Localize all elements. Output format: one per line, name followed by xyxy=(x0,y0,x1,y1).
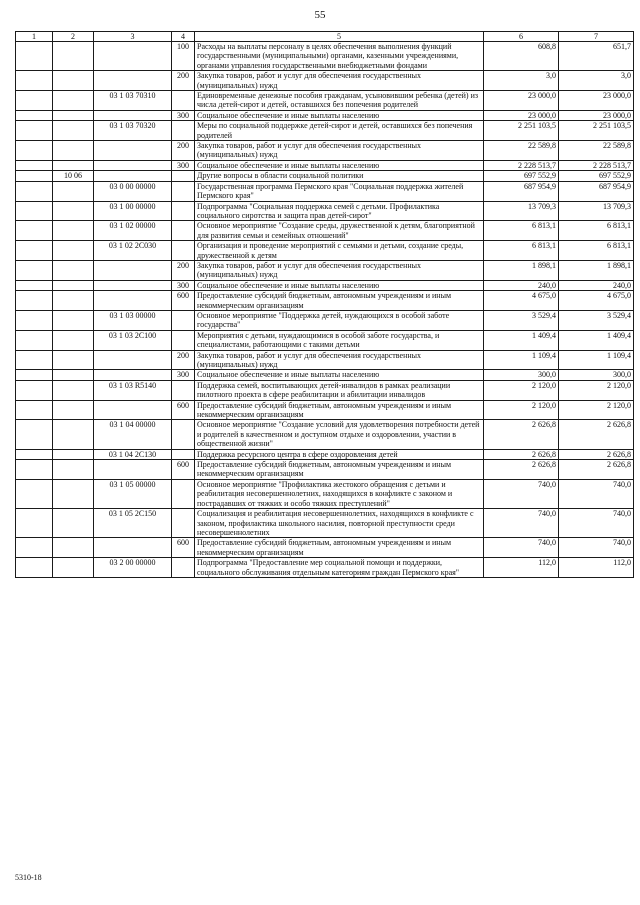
expense-type-cell xyxy=(172,558,195,578)
amount-col7-cell: 240,0 xyxy=(559,280,634,290)
target-article-cell xyxy=(94,460,172,480)
table-row xyxy=(16,42,634,71)
amount-col7-cell: 2 120,0 xyxy=(559,400,634,420)
column-1-cell xyxy=(16,370,53,380)
amount-col6-cell: 23 000,0 xyxy=(484,110,559,120)
expense-type-cell xyxy=(172,420,195,449)
column-1-cell xyxy=(16,558,53,578)
column-1-cell xyxy=(16,260,53,280)
expense-type-cell xyxy=(172,380,195,400)
column-1-cell xyxy=(16,141,53,161)
expense-type-cell xyxy=(172,181,195,201)
target-article-cell xyxy=(94,370,172,380)
item-name-cell: Подпрограмма "Социальная поддержка семей с детьми. Профилактика социального сиротства и защита прав детей-сирот" xyxy=(195,201,484,221)
target-article-cell: 03 1 03 00000 xyxy=(94,310,172,330)
target-article-cell xyxy=(94,42,172,71)
amount-col6-cell: 23 000,0 xyxy=(484,91,559,111)
page-number: 55 xyxy=(314,9,326,21)
item-name-cell: Закупка товаров, работ и услуг для обеспечения государственных (муниципальных) нужд xyxy=(195,141,484,161)
table-row xyxy=(16,400,634,420)
amount-col6-cell: 1 409,4 xyxy=(484,330,559,350)
amount-col6-cell: 6 813,1 xyxy=(484,241,559,261)
expense-type-cell: 600 xyxy=(172,400,195,420)
amount-col7-cell: 23 000,0 xyxy=(559,91,634,111)
target-article-cell: 03 1 04 00000 xyxy=(94,420,172,449)
target-article-cell xyxy=(94,350,172,370)
amount-col7-cell: 2 228 513,7 xyxy=(559,160,634,170)
amount-col7-cell: 1 898,1 xyxy=(559,260,634,280)
amount-col6-cell: 2 626,8 xyxy=(484,420,559,449)
section-code-cell xyxy=(53,479,94,508)
section-code-cell xyxy=(53,350,94,370)
column-1-cell xyxy=(16,121,53,141)
amount-col7-cell: 651,7 xyxy=(559,42,634,71)
section-code-cell xyxy=(53,181,94,201)
section-code-cell xyxy=(53,460,94,480)
item-name-cell: Закупка товаров, работ и услуг для обеспечения государственных (муниципальных) нужд xyxy=(195,260,484,280)
table-row xyxy=(16,479,634,508)
amount-col6-cell: 4 675,0 xyxy=(484,291,559,311)
target-article-cell: 03 1 05 00000 xyxy=(94,479,172,508)
target-article-cell xyxy=(94,141,172,161)
table-row xyxy=(16,310,634,330)
table-row xyxy=(16,350,634,370)
column-1-cell xyxy=(16,171,53,181)
amount-col7-cell: 300,0 xyxy=(559,370,634,380)
item-name-cell: Социализация и реабилитация несовершеннолетних, находящихся в конфликте с законом, профилактика школьного насилия, повторной преступности среди несовершеннолетних xyxy=(195,509,484,538)
table-row xyxy=(16,538,634,558)
amount-col6-cell: 2 251 103,5 xyxy=(484,121,559,141)
section-code-cell xyxy=(53,280,94,290)
table-row xyxy=(16,260,634,280)
column-1-cell xyxy=(16,330,53,350)
budget-table xyxy=(15,31,634,578)
amount-col7-cell: 6 813,1 xyxy=(559,241,634,261)
target-article-cell xyxy=(94,160,172,170)
amount-col6-cell: 2 228 513,7 xyxy=(484,160,559,170)
target-article-cell xyxy=(94,538,172,558)
amount-col6-cell: 240,0 xyxy=(484,280,559,290)
target-article-cell xyxy=(94,71,172,91)
amount-col6-cell: 6 813,1 xyxy=(484,221,559,241)
column-1-cell xyxy=(16,42,53,71)
item-name-cell: Социальное обеспечение и иные выплаты населению xyxy=(195,160,484,170)
item-name-cell: Государственная программа Пермского края "Социальная поддержка жителей Пермского края" xyxy=(195,181,484,201)
amount-col7-cell: 740,0 xyxy=(559,509,634,538)
section-code-cell xyxy=(53,558,94,578)
item-name-cell: Предоставление субсидий бюджетным, автономным учреждениям и иным некоммерческим организациям xyxy=(195,400,484,420)
amount-col6-cell: 2 626,8 xyxy=(484,460,559,480)
item-name-cell: Предоставление субсидий бюджетным, автономным учреждениям и иным некоммерческим организациям xyxy=(195,538,484,558)
amount-col7-cell: 2 120,0 xyxy=(559,380,634,400)
expense-type-cell: 600 xyxy=(172,538,195,558)
table-row xyxy=(16,160,634,170)
target-article-cell: 03 2 00 00000 xyxy=(94,558,172,578)
amount-col7-cell: 13 709,3 xyxy=(559,201,634,221)
amount-col6-cell: 2 626,8 xyxy=(484,449,559,459)
table-row xyxy=(16,330,634,350)
expense-type-cell: 200 xyxy=(172,350,195,370)
expense-type-cell xyxy=(172,201,195,221)
amount-col6-cell: 3 529,4 xyxy=(484,310,559,330)
expense-type-cell xyxy=(172,221,195,241)
amount-col6-cell: 13 709,3 xyxy=(484,201,559,221)
section-code-cell xyxy=(53,509,94,538)
amount-col6-cell: 740,0 xyxy=(484,538,559,558)
table-row xyxy=(16,91,634,111)
section-code-cell xyxy=(53,370,94,380)
section-code-cell xyxy=(53,241,94,261)
table-row xyxy=(16,460,634,480)
item-name-cell: Закупка товаров, работ и услуг для обеспечения государственных (муниципальных) нужд xyxy=(195,350,484,370)
document-code: 5310-18 xyxy=(15,873,42,882)
target-article-cell xyxy=(94,260,172,280)
amount-col7-cell: 740,0 xyxy=(559,538,634,558)
amount-col6-cell: 2 120,0 xyxy=(484,400,559,420)
amount-col7-cell: 2 251 103,5 xyxy=(559,121,634,141)
amount-col7-cell: 23 000,0 xyxy=(559,110,634,120)
section-code-cell xyxy=(53,400,94,420)
amount-col7-cell: 2 626,8 xyxy=(559,449,634,459)
item-name-cell: Мероприятия с детьми, нуждающимися в особой заботе государства, и специалистами, работающими с такими детьми xyxy=(195,330,484,350)
table-row xyxy=(16,121,634,141)
column-1-cell xyxy=(16,400,53,420)
expense-type-cell xyxy=(172,310,195,330)
section-code-cell xyxy=(53,538,94,558)
column-1-cell xyxy=(16,380,53,400)
header-cell: 7 xyxy=(559,32,634,42)
section-code-cell: 10 06 xyxy=(53,171,94,181)
column-1-cell xyxy=(16,71,53,91)
column-1-cell xyxy=(16,350,53,370)
column-1-cell xyxy=(16,460,53,480)
target-article-cell: 03 1 04 2С130 xyxy=(94,449,172,459)
expense-type-cell: 300 xyxy=(172,370,195,380)
section-code-cell xyxy=(53,449,94,459)
column-1-cell xyxy=(16,509,53,538)
target-article-cell xyxy=(94,291,172,311)
column-1-cell xyxy=(16,241,53,261)
table-row xyxy=(16,141,634,161)
expense-type-cell xyxy=(172,509,195,538)
amount-col7-cell: 740,0 xyxy=(559,479,634,508)
column-1-cell xyxy=(16,449,53,459)
column-1-cell xyxy=(16,221,53,241)
target-article-cell xyxy=(94,171,172,181)
target-article-cell: 03 1 02 2С030 xyxy=(94,241,172,261)
item-name-cell: Организация и проведение мероприятий с семьями и детьми, создание среды, дружественной к детям xyxy=(195,241,484,261)
header-cell: 4 xyxy=(172,32,195,42)
table-row xyxy=(16,558,634,578)
amount-col7-cell: 112,0 xyxy=(559,558,634,578)
amount-col6-cell: 697 552,9 xyxy=(484,171,559,181)
item-name-cell: Подпрограмма "Предоставление мер социальной помощи и поддержки, социального обслуживания отдельным категориям граждан Пермского края" xyxy=(195,558,484,578)
header-cell: 3 xyxy=(94,32,172,42)
amount-col6-cell: 22 589,8 xyxy=(484,141,559,161)
item-name-cell: Основное мероприятие "Создание условий для удовлетворения потребности детей и родителей в качественном и доступном отдыхе и оздоровлении, участии в общественной жизни" xyxy=(195,420,484,449)
table-row xyxy=(16,280,634,290)
table-row xyxy=(16,241,634,261)
amount-col6-cell: 687 954,9 xyxy=(484,181,559,201)
amount-col6-cell: 300,0 xyxy=(484,370,559,380)
amount-col7-cell: 2 626,8 xyxy=(559,460,634,480)
item-name-cell: Поддержка ресурсного центра в сфере оздоровления детей xyxy=(195,449,484,459)
table-row xyxy=(16,291,634,311)
section-code-cell xyxy=(53,160,94,170)
section-code-cell xyxy=(53,420,94,449)
item-name-cell: Меры по социальной поддержке детей-сирот и детей, оставшихся без попечения родителей xyxy=(195,121,484,141)
column-1-cell xyxy=(16,538,53,558)
header-cell: 6 xyxy=(484,32,559,42)
amount-col7-cell: 2 626,8 xyxy=(559,420,634,449)
item-name-cell: Поддержка семей, воспитывающих детей-инвалидов в рамках реализации пилотного проекта в сфере реабилитации и абилитации инвалидов xyxy=(195,380,484,400)
expense-type-cell: 200 xyxy=(172,71,195,91)
item-name-cell: Социальное обеспечение и иные выплаты населению xyxy=(195,370,484,380)
target-article-cell: 03 1 02 00000 xyxy=(94,221,172,241)
expense-type-cell: 200 xyxy=(172,141,195,161)
item-name-cell: Другие вопросы в области социальной политики xyxy=(195,171,484,181)
item-name-cell: Социальное обеспечение и иные выплаты населению xyxy=(195,110,484,120)
table-row xyxy=(16,221,634,241)
expense-type-cell xyxy=(172,479,195,508)
table-row xyxy=(16,181,634,201)
expense-type-cell: 200 xyxy=(172,260,195,280)
table-row xyxy=(16,509,634,538)
target-article-cell xyxy=(94,280,172,290)
target-article-cell: 03 1 05 2С150 xyxy=(94,509,172,538)
section-code-cell xyxy=(53,91,94,111)
amount-col6-cell: 112,0 xyxy=(484,558,559,578)
amount-col6-cell: 740,0 xyxy=(484,479,559,508)
amount-col7-cell: 1 109,4 xyxy=(559,350,634,370)
column-1-cell xyxy=(16,420,53,449)
item-name-cell: Социальное обеспечение и иные выплаты населению xyxy=(195,280,484,290)
expense-type-cell xyxy=(172,241,195,261)
amount-col6-cell: 3,0 xyxy=(484,71,559,91)
header-cell: 2 xyxy=(53,32,94,42)
item-name-cell: Единовременные денежные пособия гражданам, усыновившим ребенка (детей) из числа детей-сирот и детей, оставшихся без попечения родителей xyxy=(195,91,484,111)
column-1-cell xyxy=(16,201,53,221)
amount-col7-cell: 697 552,9 xyxy=(559,171,634,181)
table-row xyxy=(16,370,634,380)
item-name-cell: Основное мероприятие "Создание среды, дружественной к детям, благоприятной для развития семьи и семейных отношений" xyxy=(195,221,484,241)
amount-col6-cell: 1 898,1 xyxy=(484,260,559,280)
expense-type-cell: 300 xyxy=(172,160,195,170)
section-code-cell xyxy=(53,330,94,350)
expense-type-cell xyxy=(172,121,195,141)
column-1-cell xyxy=(16,479,53,508)
table-row xyxy=(16,110,634,120)
section-code-cell xyxy=(53,110,94,120)
table-row xyxy=(16,420,634,449)
amount-col7-cell: 3 529,4 xyxy=(559,310,634,330)
target-article-cell: 03 1 03 R5140 xyxy=(94,380,172,400)
section-code-cell xyxy=(53,380,94,400)
target-article-cell: 03 0 00 00000 xyxy=(94,181,172,201)
column-1-cell xyxy=(16,91,53,111)
section-code-cell xyxy=(53,221,94,241)
item-name-cell: Основное мероприятие "Поддержка детей, нуждающихся в особой заботе государства" xyxy=(195,310,484,330)
amount-col7-cell: 3,0 xyxy=(559,71,634,91)
expense-type-cell: 300 xyxy=(172,280,195,290)
target-article-cell xyxy=(94,400,172,420)
column-1-cell xyxy=(16,280,53,290)
section-code-cell xyxy=(53,260,94,280)
header-cell: 5 xyxy=(195,32,484,42)
section-code-cell xyxy=(53,310,94,330)
table-row xyxy=(16,201,634,221)
section-code-cell xyxy=(53,291,94,311)
target-article-cell: 03 1 03 70310 xyxy=(94,91,172,111)
section-code-cell xyxy=(53,121,94,141)
table-row xyxy=(16,449,634,459)
section-code-cell xyxy=(53,42,94,71)
header-row xyxy=(16,32,634,42)
table-row xyxy=(16,71,634,91)
amount-col6-cell: 608,8 xyxy=(484,42,559,71)
expense-type-cell: 600 xyxy=(172,291,195,311)
target-article-cell xyxy=(94,110,172,120)
column-1-cell xyxy=(16,291,53,311)
section-code-cell xyxy=(53,141,94,161)
expense-type-cell xyxy=(172,449,195,459)
header-cell: 1 xyxy=(16,32,53,42)
table-row xyxy=(16,171,634,181)
column-1-cell xyxy=(16,160,53,170)
expense-type-cell xyxy=(172,171,195,181)
item-name-cell: Расходы на выплаты персоналу в целях обеспечения выполнения функций государственными (муниципальными) органами, казенными учреждениями, органами управления государственными внебюджетными фондами xyxy=(195,42,484,71)
column-1-cell xyxy=(16,110,53,120)
amount-col7-cell: 687 954,9 xyxy=(559,181,634,201)
amount-col7-cell: 4 675,0 xyxy=(559,291,634,311)
amount-col7-cell: 1 409,4 xyxy=(559,330,634,350)
expense-type-cell: 600 xyxy=(172,460,195,480)
column-1-cell xyxy=(16,310,53,330)
expense-type-cell: 300 xyxy=(172,110,195,120)
section-code-cell xyxy=(53,201,94,221)
expense-type-cell xyxy=(172,91,195,111)
amount-col7-cell: 6 813,1 xyxy=(559,221,634,241)
amount-col6-cell: 2 120,0 xyxy=(484,380,559,400)
target-article-cell: 03 1 03 70320 xyxy=(94,121,172,141)
expense-type-cell: 100 xyxy=(172,42,195,71)
section-code-cell xyxy=(53,71,94,91)
amount-col6-cell: 740,0 xyxy=(484,509,559,538)
item-name-cell: Предоставление субсидий бюджетным, автономным учреждениям и иным некоммерческим организациям xyxy=(195,291,484,311)
column-1-cell xyxy=(16,181,53,201)
amount-col7-cell: 22 589,8 xyxy=(559,141,634,161)
expense-type-cell xyxy=(172,330,195,350)
table-row xyxy=(16,380,634,400)
amount-col6-cell: 1 109,4 xyxy=(484,350,559,370)
target-article-cell: 03 1 00 00000 xyxy=(94,201,172,221)
target-article-cell: 03 1 03 2С100 xyxy=(94,330,172,350)
item-name-cell: Основное мероприятие "Профилактика жестокого обращения с детьми и реабилитация несовершеннолетних, находящихся в конфликте с законом и пострадавших от тяжких и особо тяжких преступлений" xyxy=(195,479,484,508)
item-name-cell: Закупка товаров, работ и услуг для обеспечения государственных (муниципальных) нужд xyxy=(195,71,484,91)
item-name-cell: Предоставление субсидий бюджетным, автономным учреждениям и иным некоммерческим организациям xyxy=(195,460,484,480)
